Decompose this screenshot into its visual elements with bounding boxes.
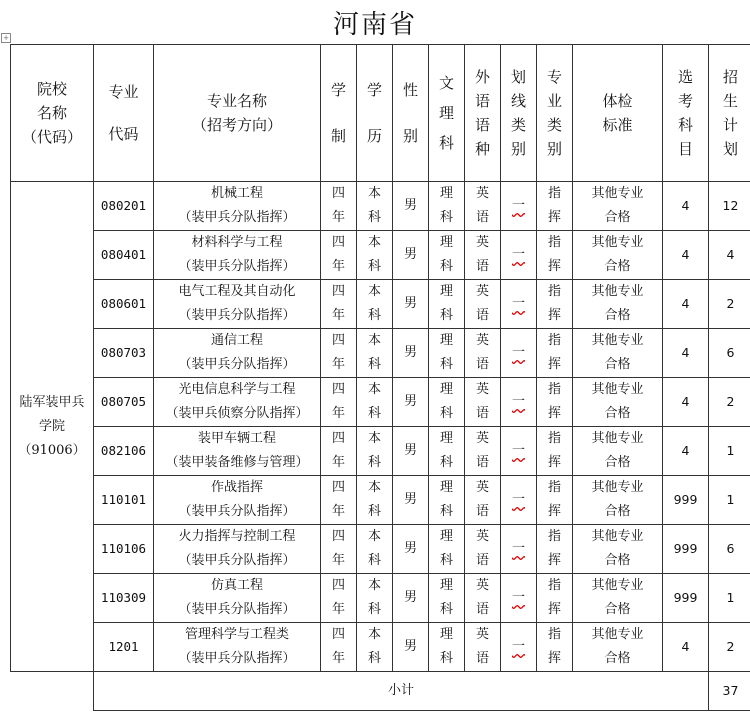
table-row bbox=[11, 378, 750, 427]
major-name: 管理科学与工程类 bbox=[184, 627, 289, 642]
major-name-cell bbox=[154, 231, 321, 280]
major-name-cell bbox=[154, 574, 321, 623]
gender-cell: 男 bbox=[393, 476, 429, 525]
track-cell: 理科 bbox=[429, 280, 465, 329]
major-direction: （装甲兵分队指挥） bbox=[178, 651, 296, 666]
major-name-cell bbox=[154, 476, 321, 525]
major-name-cell bbox=[154, 280, 321, 329]
header-plan: 招生计划 bbox=[709, 45, 750, 182]
plan-cell: 1 bbox=[709, 427, 750, 476]
gender-cell: 男 bbox=[393, 378, 429, 427]
major-type-cell: 指挥 bbox=[537, 427, 573, 476]
physical-cell: 其他专业 合格 bbox=[573, 525, 663, 574]
subjects-cell: 4 bbox=[663, 378, 709, 427]
duration-cell: 四年 bbox=[321, 623, 357, 672]
major-type-cell: 指挥 bbox=[537, 231, 573, 280]
physical-cell: 其他专业 合格 bbox=[573, 427, 663, 476]
major-name: 电气工程及其自动化 bbox=[178, 284, 296, 299]
major-name: 材料科学与工程 bbox=[191, 235, 283, 250]
major-direction: （装甲兵分队指挥） bbox=[178, 504, 296, 519]
header-duration: 学制 bbox=[321, 45, 357, 182]
major-name: 通信工程 bbox=[210, 333, 263, 348]
major-type-cell: 指挥 bbox=[537, 182, 573, 231]
header-major-type: 专业类别 bbox=[537, 45, 573, 182]
major-direction: （装甲兵分队指挥） bbox=[178, 553, 296, 568]
subjects-cell: 4 bbox=[663, 329, 709, 378]
table-anchor-icon[interactable]: + bbox=[1, 33, 11, 43]
degree-cell: 本科 bbox=[357, 476, 393, 525]
major-name: 仿真工程 bbox=[210, 578, 263, 593]
duration-cell: 四年 bbox=[321, 574, 357, 623]
plan-cell: 2 bbox=[709, 623, 750, 672]
major-type-cell: 指挥 bbox=[537, 574, 573, 623]
table-row bbox=[11, 182, 750, 231]
gender-cell: 男 bbox=[393, 280, 429, 329]
subjects-cell: 999 bbox=[663, 476, 709, 525]
major-name: 火力指挥与控制工程 bbox=[178, 529, 296, 544]
gender-cell: 男 bbox=[393, 574, 429, 623]
major-direction: （装甲兵分队指挥） bbox=[178, 210, 296, 225]
major-name-cell bbox=[154, 525, 321, 574]
duration-cell: 四年 bbox=[321, 378, 357, 427]
major-name: 光电信息科学与工程 bbox=[178, 382, 296, 397]
major-code: 080601 bbox=[94, 280, 154, 329]
table-row bbox=[11, 574, 750, 623]
line-type-cell: 一 bbox=[501, 231, 537, 280]
degree-cell: 本科 bbox=[357, 329, 393, 378]
physical-cell: 其他专业 合格 bbox=[573, 231, 663, 280]
track-cell: 理科 bbox=[429, 476, 465, 525]
gender-cell: 男 bbox=[393, 182, 429, 231]
subjects-cell: 999 bbox=[663, 574, 709, 623]
duration-cell: 四年 bbox=[321, 525, 357, 574]
major-direction: （装甲兵分队指挥） bbox=[178, 357, 296, 372]
major-type-cell: 指挥 bbox=[537, 476, 573, 525]
header-row bbox=[11, 45, 750, 182]
header-degree: 学历 bbox=[357, 45, 393, 182]
degree-cell: 本科 bbox=[357, 574, 393, 623]
table-row bbox=[11, 525, 750, 574]
degree-cell: 本科 bbox=[357, 378, 393, 427]
gender-cell: 男 bbox=[393, 231, 429, 280]
major-name-cell bbox=[154, 427, 321, 476]
degree-cell: 本科 bbox=[357, 623, 393, 672]
language-cell: 英语 bbox=[465, 329, 501, 378]
major-code: 080201 bbox=[94, 182, 154, 231]
major-direction: （装甲装备维修与管理） bbox=[165, 455, 309, 470]
header-language: 外语语种 bbox=[465, 45, 501, 182]
blank-cell bbox=[11, 672, 94, 711]
physical-cell: 其他专业 合格 bbox=[573, 623, 663, 672]
plan-cell: 2 bbox=[709, 280, 750, 329]
major-code: 082106 bbox=[94, 427, 154, 476]
line-type-cell: 一 bbox=[501, 427, 537, 476]
gender-cell: 男 bbox=[393, 623, 429, 672]
subtotal-label: 小计 bbox=[94, 672, 709, 711]
major-code: 080705 bbox=[94, 378, 154, 427]
track-cell: 理科 bbox=[429, 427, 465, 476]
language-cell: 英语 bbox=[465, 476, 501, 525]
line-type-cell: 一 bbox=[501, 476, 537, 525]
plan-cell: 6 bbox=[709, 329, 750, 378]
line-type-cell: 一 bbox=[501, 182, 537, 231]
physical-cell: 其他专业 合格 bbox=[573, 280, 663, 329]
major-code: 080703 bbox=[94, 329, 154, 378]
header-school: 院校 名称 （代码） bbox=[11, 45, 94, 182]
language-cell: 英语 bbox=[465, 574, 501, 623]
header-gender: 性别 bbox=[393, 45, 429, 182]
track-cell: 理科 bbox=[429, 574, 465, 623]
major-type-cell: 指挥 bbox=[537, 378, 573, 427]
duration-cell: 四年 bbox=[321, 182, 357, 231]
plan-cell: 1 bbox=[709, 574, 750, 623]
degree-cell: 本科 bbox=[357, 427, 393, 476]
subtotal-row bbox=[11, 672, 750, 711]
table-row bbox=[11, 329, 750, 378]
header-subjects: 选考科目 bbox=[663, 45, 709, 182]
degree-cell: 本科 bbox=[357, 280, 393, 329]
track-cell: 理科 bbox=[429, 525, 465, 574]
major-type-cell: 指挥 bbox=[537, 329, 573, 378]
degree-cell: 本科 bbox=[357, 182, 393, 231]
header-track: 文理科 bbox=[429, 45, 465, 182]
major-type-cell: 指挥 bbox=[537, 623, 573, 672]
line-type-cell: 一 bbox=[501, 329, 537, 378]
degree-cell: 本科 bbox=[357, 231, 393, 280]
plan-cell: 1 bbox=[709, 476, 750, 525]
language-cell: 英语 bbox=[465, 427, 501, 476]
major-name-cell bbox=[154, 329, 321, 378]
language-cell: 英语 bbox=[465, 525, 501, 574]
major-code: 110101 bbox=[94, 476, 154, 525]
major-direction: （装甲兵分队指挥） bbox=[178, 259, 296, 274]
major-code: 080401 bbox=[94, 231, 154, 280]
major-code: 110309 bbox=[94, 574, 154, 623]
subtotal-value: 37 bbox=[709, 672, 750, 711]
major-direction: （装甲兵分队指挥） bbox=[178, 602, 296, 617]
gender-cell: 男 bbox=[393, 427, 429, 476]
language-cell: 英语 bbox=[465, 280, 501, 329]
table-row bbox=[11, 623, 750, 672]
major-direction: （装甲兵分队指挥） bbox=[178, 308, 296, 323]
line-type-cell: 一 bbox=[501, 280, 537, 329]
track-cell: 理科 bbox=[429, 231, 465, 280]
line-type-cell: 一 bbox=[501, 525, 537, 574]
duration-cell: 四年 bbox=[321, 427, 357, 476]
table-row bbox=[11, 427, 750, 476]
physical-cell: 其他专业 合格 bbox=[573, 574, 663, 623]
line-type-cell: 一 bbox=[501, 623, 537, 672]
header-physical: 体检标准 bbox=[573, 45, 663, 182]
line-type-cell: 一 bbox=[501, 574, 537, 623]
major-type-cell: 指挥 bbox=[537, 280, 573, 329]
major-name-cell bbox=[154, 623, 321, 672]
header-code: 专业 代码 bbox=[94, 45, 154, 182]
duration-cell: 四年 bbox=[321, 329, 357, 378]
major-code: 110106 bbox=[94, 525, 154, 574]
track-cell: 理科 bbox=[429, 623, 465, 672]
physical-cell: 其他专业 合格 bbox=[573, 182, 663, 231]
header-major: 专业名称 （招考方向） bbox=[154, 45, 321, 182]
physical-cell: 其他专业 合格 bbox=[573, 378, 663, 427]
gender-cell: 男 bbox=[393, 329, 429, 378]
table-row bbox=[11, 231, 750, 280]
plan-cell: 6 bbox=[709, 525, 750, 574]
duration-cell: 四年 bbox=[321, 280, 357, 329]
language-cell: 英语 bbox=[465, 182, 501, 231]
physical-cell: 其他专业 合格 bbox=[573, 476, 663, 525]
page-title: 河南省 bbox=[332, 10, 417, 40]
subjects-cell: 4 bbox=[663, 623, 709, 672]
plan-cell: 4 bbox=[709, 231, 750, 280]
table-row bbox=[11, 280, 750, 329]
major-type-cell: 指挥 bbox=[537, 525, 573, 574]
track-cell: 理科 bbox=[429, 378, 465, 427]
language-cell: 英语 bbox=[465, 378, 501, 427]
major-direction: （装甲兵侦察分队指挥） bbox=[165, 406, 309, 421]
language-cell: 英语 bbox=[465, 231, 501, 280]
subjects-cell: 4 bbox=[663, 427, 709, 476]
major-name: 装甲车辆工程 bbox=[197, 431, 276, 446]
header-line-type: 划线类别 bbox=[501, 45, 537, 182]
gender-cell: 男 bbox=[393, 525, 429, 574]
degree-cell: 本科 bbox=[357, 525, 393, 574]
subjects-cell: 999 bbox=[663, 525, 709, 574]
major-name: 作战指挥 bbox=[210, 480, 263, 495]
major-name-cell bbox=[154, 378, 321, 427]
school-cell: 陆军装甲兵 学院 （91006） bbox=[11, 182, 94, 672]
track-cell: 理科 bbox=[429, 329, 465, 378]
plan-cell: 12 bbox=[709, 182, 750, 231]
physical-cell: 其他专业 合格 bbox=[573, 329, 663, 378]
subjects-cell: 4 bbox=[663, 231, 709, 280]
subjects-cell: 4 bbox=[663, 280, 709, 329]
major-name: 机械工程 bbox=[210, 186, 263, 201]
duration-cell: 四年 bbox=[321, 476, 357, 525]
table-row bbox=[11, 476, 750, 525]
track-cell: 理科 bbox=[429, 182, 465, 231]
duration-cell: 四年 bbox=[321, 231, 357, 280]
major-name-cell bbox=[154, 182, 321, 231]
line-type-cell: 一 bbox=[501, 378, 537, 427]
major-code: 1201 bbox=[94, 623, 154, 672]
subjects-cell: 4 bbox=[663, 182, 709, 231]
language-cell: 英语 bbox=[465, 623, 501, 672]
admissions-table bbox=[10, 44, 750, 711]
plan-cell: 2 bbox=[709, 378, 750, 427]
